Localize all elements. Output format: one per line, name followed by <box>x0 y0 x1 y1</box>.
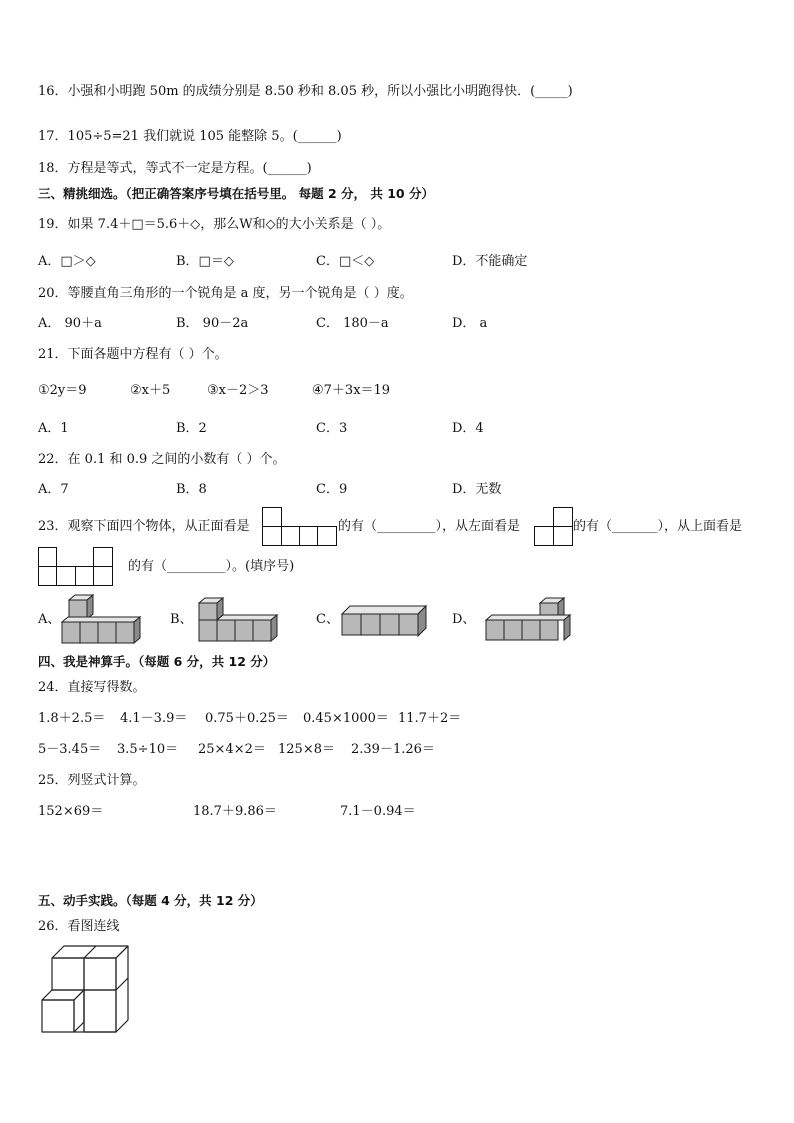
q25-item-3: 7.1－0.94＝ <box>340 804 416 819</box>
q23-object-d-cubes <box>484 597 574 643</box>
question-25: 25．列竖式计算。 <box>38 773 146 788</box>
question-23-part-3: 的有（_______），从上面看是 <box>573 519 743 534</box>
question-21: 21．下面各题中方程有（ ）个。 <box>38 347 228 362</box>
section-5-heading: 五、动手实践。（每题 4 分，共 12 分） <box>38 893 263 908</box>
q25-item-2: 18.7＋9.86＝ <box>193 804 277 819</box>
q24-row1-item-3: 0.75＋0.25＝ <box>205 711 289 726</box>
q24-row2-item-5: 2.39－1.26＝ <box>351 742 435 757</box>
q22-option-b: B．8 <box>176 482 207 497</box>
question-17: 17．105÷5=21 我们就说 105 能整除 5。(______) <box>38 129 342 144</box>
q23-option-b-label: B、 <box>170 612 193 627</box>
q23-object-a-cubes <box>60 594 142 646</box>
q23-option-a-label: A、 <box>38 612 61 627</box>
q24-row1-item-4: 0.45×1000＝ <box>303 711 389 726</box>
q23-object-c-cubes <box>340 604 430 638</box>
q21-item-2: ②x＋5 <box>130 383 171 398</box>
left-view-figure <box>534 507 574 547</box>
q26-cube-drawing <box>40 944 132 1042</box>
q21-item-3: ③x－2＞3 <box>207 383 269 398</box>
question-23-part-1: 23．观察下面四个物体，从正面看是 <box>38 519 250 534</box>
q19-option-d: D．不能确定 <box>452 254 528 269</box>
q21-item-1: ①2y＝9 <box>38 383 87 398</box>
question-23-part-4: 的有（_________）。(填序号) <box>128 559 295 574</box>
q21-option-a: A．1 <box>38 421 69 436</box>
q24-row1-item-2: 4.1－3.9＝ <box>120 711 188 726</box>
section-4-heading: 四、我是神算手。（每题 6 分，共 12 分） <box>38 654 276 669</box>
q20-option-b: B． 90－2a <box>176 316 249 331</box>
q23-object-b-cubes <box>197 597 279 645</box>
q21-item-4: ④7＋3x＝19 <box>312 383 391 398</box>
question-18: 18．方程是等式，等式不一定是方程。(______) <box>38 161 312 176</box>
q19-option-c: C．□＜◇ <box>316 254 375 269</box>
question-19: 19．如果 7.4＋□＝5.6＋◇，那么W和◇的大小关系是（ ）。 <box>38 217 391 232</box>
question-24: 24．直接写得数。 <box>38 680 146 695</box>
q21-option-d: D．4 <box>452 421 484 436</box>
q22-option-c: C．9 <box>316 482 348 497</box>
q24-row2-item-4: 125×8＝ <box>278 742 335 757</box>
question-20: 20．等腰直角三角形的一个锐角是 a 度，另一个锐角是（ ）度。 <box>38 286 413 301</box>
question-26: 26．看图连线 <box>38 919 120 934</box>
q24-row1-item-1: 1.8＋2.5＝ <box>38 711 106 726</box>
q22-option-d: D．无数 <box>452 482 502 497</box>
q20-option-c: C． 180－a <box>316 316 389 331</box>
front-view-figure <box>262 507 338 547</box>
q23-option-d-label: D、 <box>452 612 476 627</box>
q21-option-b: B．2 <box>176 421 207 436</box>
q24-row2-item-1: 5－3.45＝ <box>38 742 102 757</box>
q24-row2-item-3: 25×4×2＝ <box>198 742 266 757</box>
question-22: 22．在 0.1 和 0.9 之间的小数有（ ）个。 <box>38 452 286 467</box>
q24-row1-item-5: 11.7＋2＝ <box>398 711 462 726</box>
q21-option-c: C．3 <box>316 421 348 436</box>
q22-option-a: A．7 <box>38 482 69 497</box>
question-16: 16．小强和小明跑 50m 的成绩分别是 8.50 秒和 8.05 秒，所以小强比小明跑得快．(_____) <box>38 84 573 99</box>
q19-option-b: B．□＝◇ <box>176 254 234 269</box>
top-view-figure <box>38 547 114 587</box>
q20-option-d: D． a <box>452 316 488 331</box>
question-23-part-2: 的有（_________），从左面看是 <box>338 519 521 534</box>
q19-option-a: A．□＞◇ <box>38 254 96 269</box>
q25-item-1: 152×69＝ <box>38 804 104 819</box>
q24-row2-item-2: 3.5÷10＝ <box>117 742 179 757</box>
section-3-heading: 三、精挑细选。（把正确答案序号填在括号里。 每题 2 分， 共 10 分） <box>38 186 434 201</box>
q20-option-a: A． 90＋a <box>38 316 102 331</box>
q23-option-c-label: C、 <box>316 612 339 627</box>
